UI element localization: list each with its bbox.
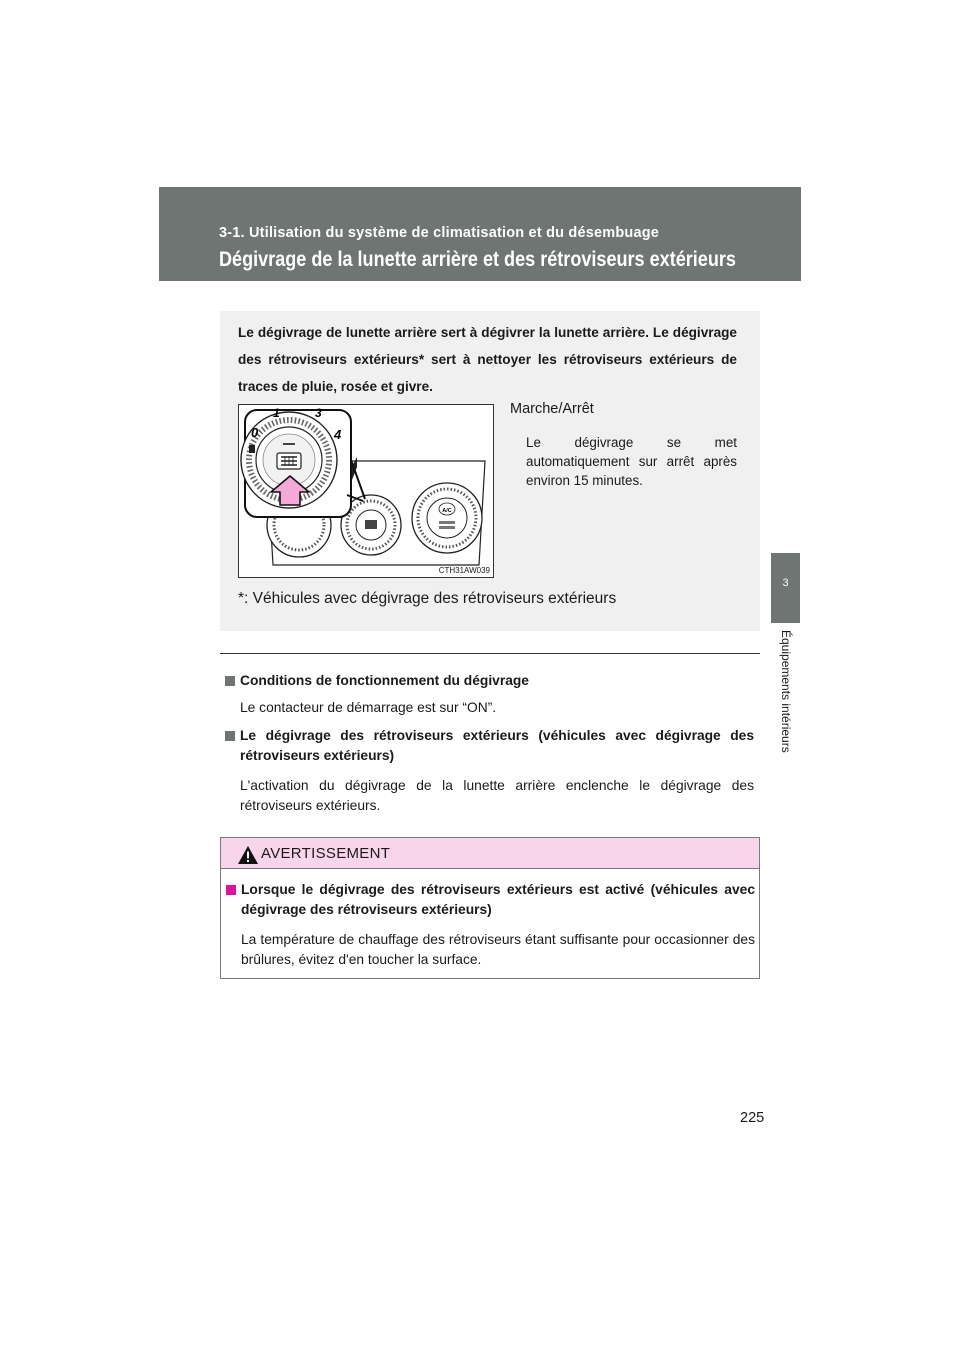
bullet-square-icon <box>225 676 235 686</box>
note-heading-text: Le dégivrage des rétroviseurs extérieurs (véhicules avec dégivrage des rétroviseurs extérieurs) <box>240 728 754 763</box>
warning-header <box>221 838 759 869</box>
note-body: Le contacteur de démarrage est sur “ON”. <box>240 700 497 715</box>
chapter-label-wrap <box>777 630 795 780</box>
notes-section <box>224 671 754 816</box>
warning-body: La température de chauffage des rétroviseurs étant suffisante pour occasionner des brûlures, évitez d'en toucher la surface. <box>241 932 755 967</box>
warning-icon <box>237 845 259 865</box>
dial-label-3: 3 <box>315 406 322 420</box>
note-heading <box>224 726 754 766</box>
dial-label-0: 0 <box>251 425 259 440</box>
intro-text: Le dégivrage de lunette arrière sert à dégivrer la lunette arrière. Le dégivrage des rétroviseurs extérieurs* sert à nettoyer les rétroviseurs extérieurs de traces de pluie, rosée et givre. <box>238 325 737 394</box>
section-title: 3-1. Utilisation du système de climatisation et du désembuage <box>219 225 660 241</box>
callout-description: Le dégivrage se met automatiquement sur arrêt après environ 15 minutes. <box>526 435 737 488</box>
figure-code: CTH31AW039 <box>438 566 490 575</box>
chapter-number: 3 <box>782 577 789 589</box>
warning-heading <box>225 880 755 920</box>
chapter-header <box>159 187 801 281</box>
callout-title: Marche/Arrêt <box>510 401 594 417</box>
page-number: 225 <box>740 1110 765 1126</box>
warning-box <box>220 837 760 979</box>
page-title: Dégivrage de la lunette arrière et des rétroviseurs extérieurs <box>219 248 736 271</box>
ac-label: A/C <box>442 508 452 514</box>
intro-box <box>220 311 760 631</box>
bullet-square-icon <box>226 885 236 895</box>
divider <box>220 653 760 654</box>
warning-heading-text: Lorsque le dégivrage des rétroviseurs extérieurs est activé (véhicules avec dégivrage des rétroviseurs extérieurs) <box>241 882 755 917</box>
chapter-label: Équipements intérieurs <box>779 630 793 753</box>
dial-label-1: 1 <box>273 406 280 420</box>
dial-label-4: 4 <box>334 427 342 442</box>
defogger-figure <box>238 404 494 578</box>
climate-control-illustration <box>239 405 494 578</box>
note-heading-text: Conditions de fonctionnement du dégivrage <box>240 673 529 688</box>
warning-title: AVERTISSEMENT <box>261 845 391 862</box>
footnote: *: Véhicules avec dégivrage des rétroviseurs extérieurs <box>238 590 617 607</box>
warning-content <box>225 880 755 970</box>
bullet-square-icon <box>225 731 235 741</box>
note-body: L'activation du dégivrage de la lunette arrière enclenche le dégivrage des rétroviseurs extérieurs. <box>240 778 754 813</box>
note-heading <box>224 671 754 691</box>
chapter-tab <box>771 553 800 623</box>
